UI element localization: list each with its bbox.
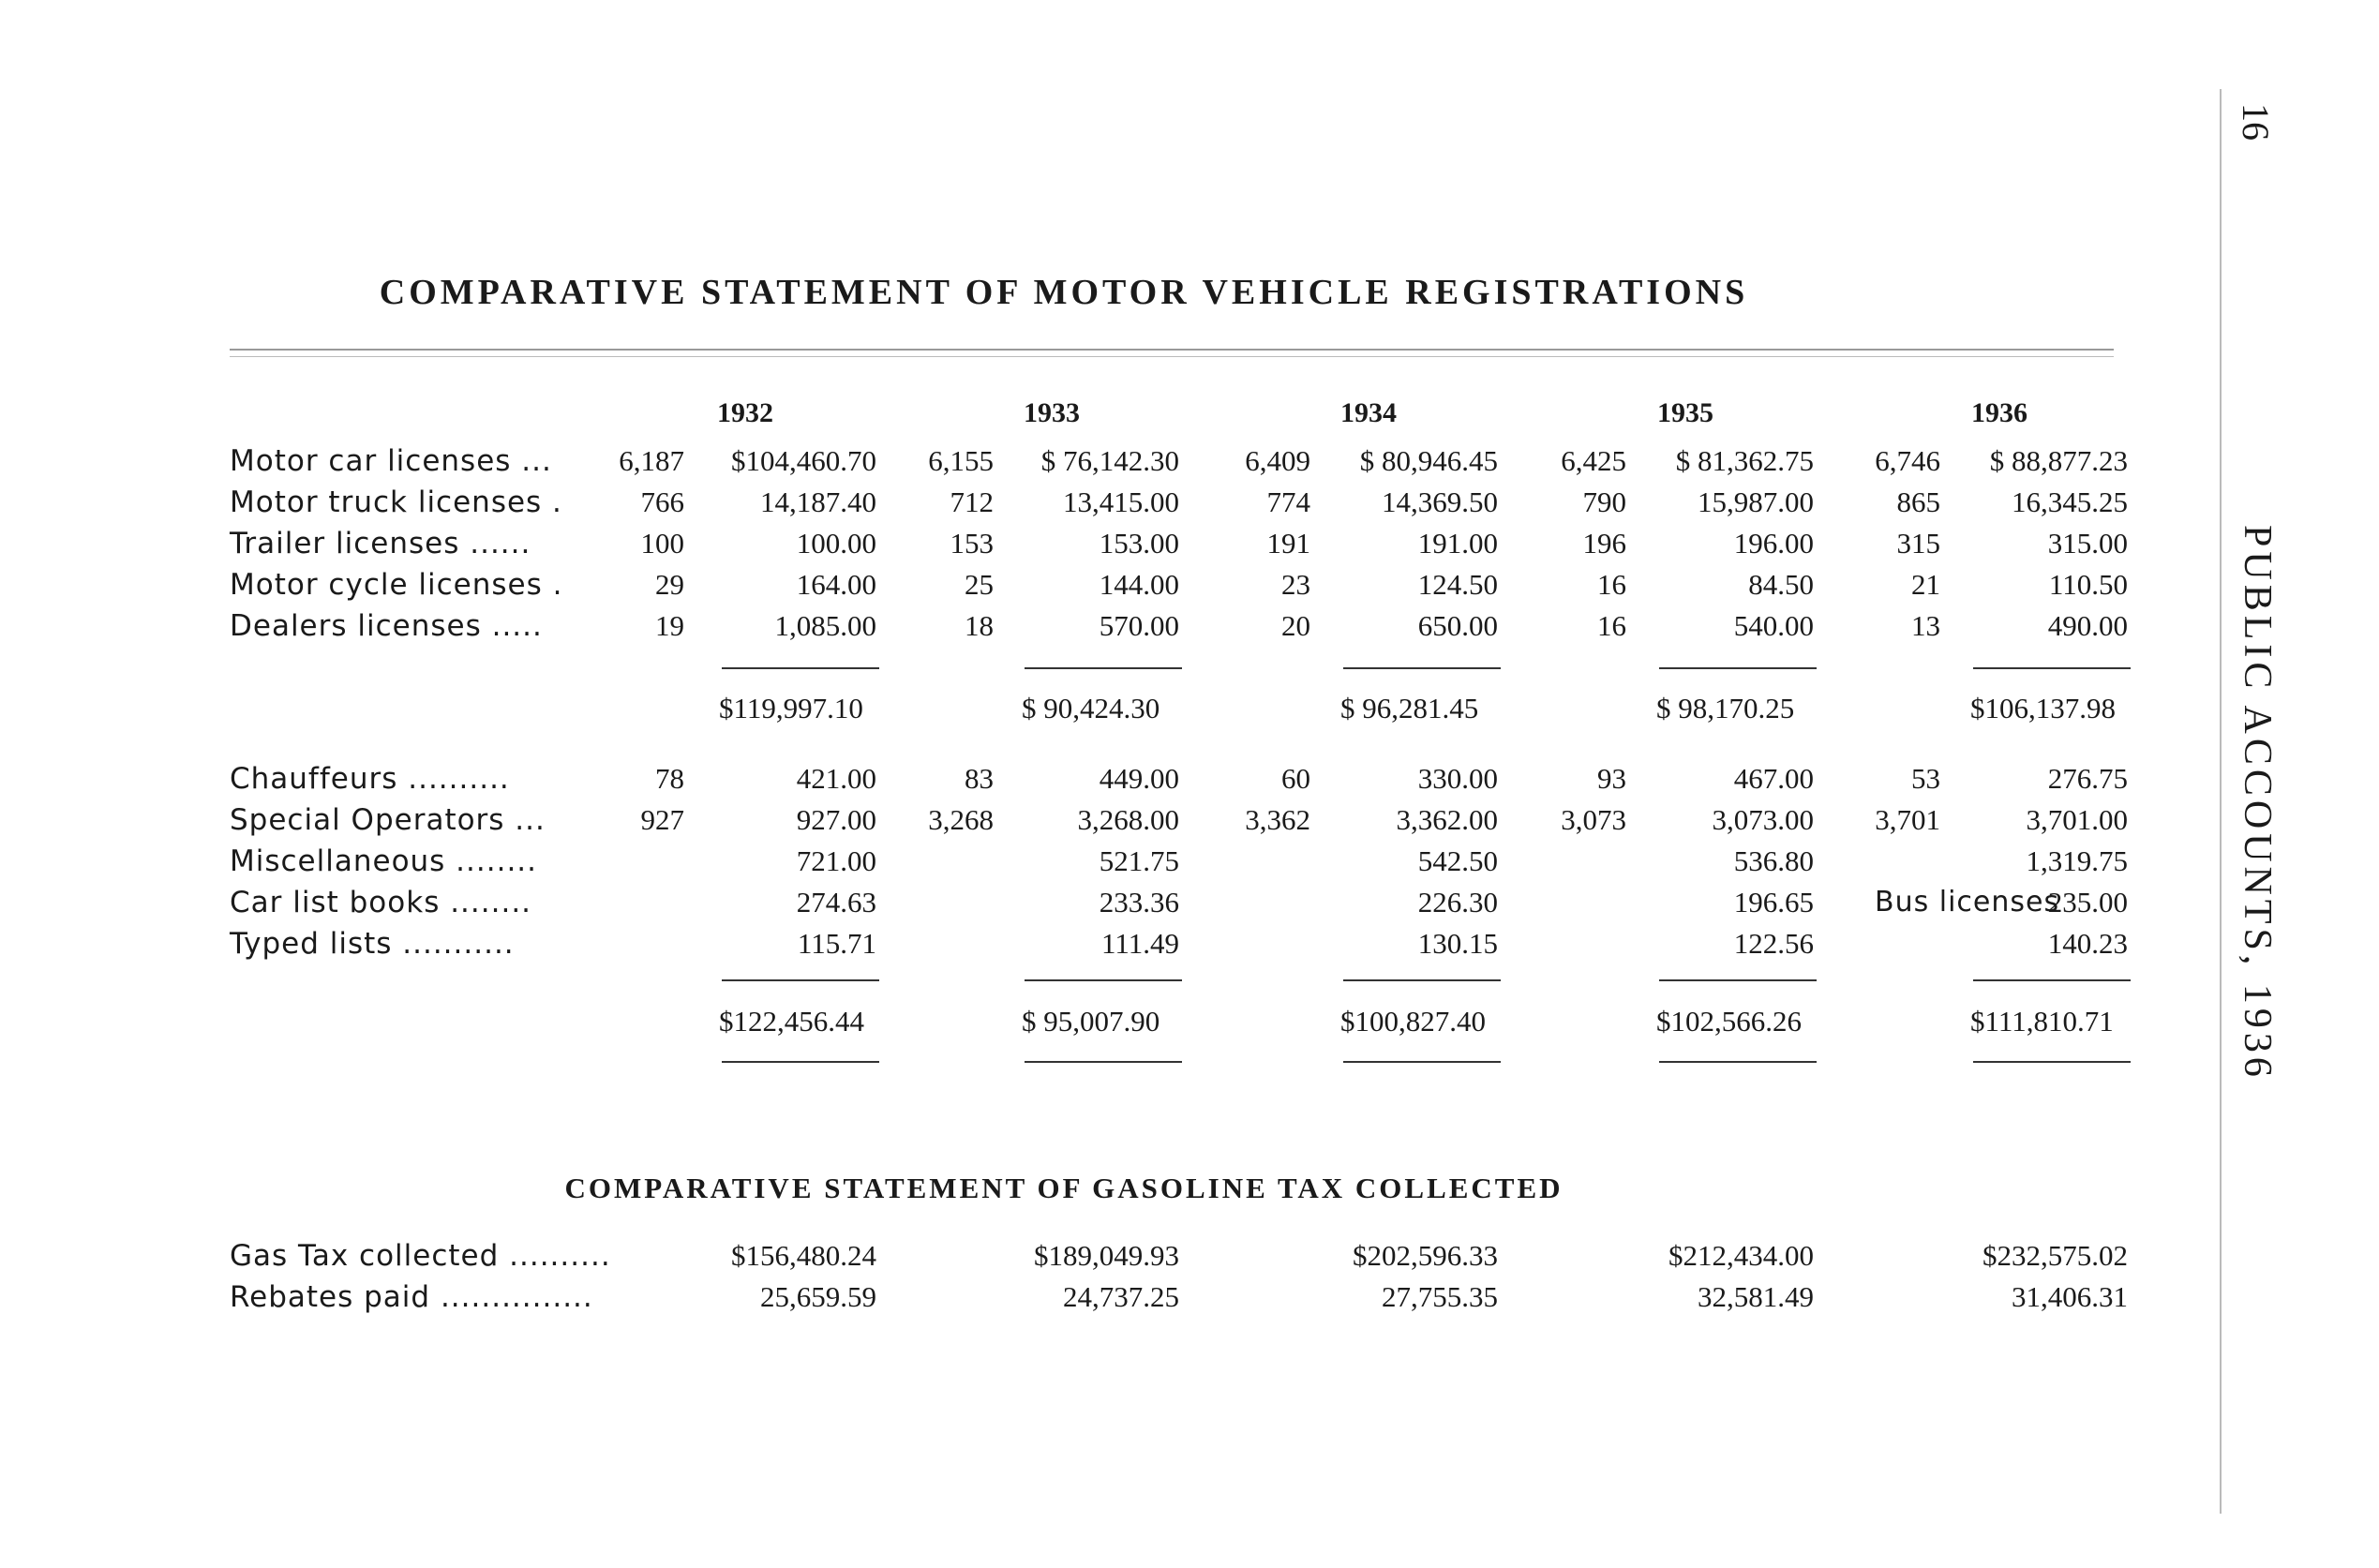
amount-cell: 110.50	[2048, 568, 2128, 601]
sum-rule	[722, 979, 879, 981]
sum-rule	[1973, 979, 2131, 981]
gas-value-cell: 32,581.49	[1698, 1280, 1814, 1313]
amount-cell: 421.00	[796, 762, 876, 795]
sum-rule	[1659, 979, 1817, 981]
count-cell: 3,362	[1245, 803, 1310, 836]
amount-cell: 196.65	[1733, 886, 1814, 918]
count-cell: 29	[655, 568, 684, 601]
count-cell: 16	[1597, 609, 1626, 642]
amount-cell: 3,073.00	[1712, 803, 1814, 836]
amount-cell: 3,362.00	[1396, 803, 1498, 836]
amount-cell: 124.50	[1417, 568, 1498, 601]
count-cell: 315	[1896, 527, 1940, 560]
count-cell: 865	[1896, 485, 1940, 518]
amount-cell: 196.00	[1733, 527, 1814, 560]
subtotal-cell: $ 90,424.30	[1022, 692, 1160, 724]
amount-cell: 570.00	[1099, 609, 1179, 642]
subtotal-cell: $ 98,170.25	[1656, 692, 1795, 724]
amount-cell: 235.00	[2047, 886, 2128, 918]
gas-value-cell: $232,575.02	[1982, 1239, 2128, 1272]
row-label: Chauffeurs ..........	[230, 762, 510, 796]
row-label: Car list books ........	[230, 886, 532, 919]
gas-value-cell: 25,659.59	[760, 1280, 876, 1313]
count-cell: 13	[1911, 609, 1940, 642]
amount-cell: 191.00	[1417, 527, 1498, 560]
amount-cell: $ 76,142.30	[1040, 444, 1179, 477]
row-label: Miscellaneous ........	[230, 844, 538, 878]
amount-cell: 115.71	[797, 927, 876, 960]
count-cell: 153	[950, 527, 994, 560]
count-cell: 790	[1582, 485, 1626, 518]
amount-cell: 14,187.40	[760, 485, 876, 518]
sum-rule	[1025, 979, 1182, 981]
amount-cell: 449.00	[1099, 762, 1179, 795]
count-cell: 3,073	[1561, 803, 1626, 836]
amount-cell: 130.15	[1417, 927, 1498, 960]
amount-cell: 1,085.00	[774, 609, 876, 642]
gas-value-cell: $156,480.24	[731, 1239, 876, 1272]
amount-cell: 16,345.25	[2012, 485, 2128, 518]
count-cell: 93	[1597, 762, 1626, 795]
total-rule	[1343, 1061, 1501, 1063]
count-cell: 78	[655, 762, 684, 795]
amount-cell: 490.00	[2047, 609, 2128, 642]
count-cell: 3,701	[1875, 803, 1940, 836]
amount-cell: 233.36	[1099, 886, 1179, 918]
count-cell: 23	[1281, 568, 1310, 601]
total-rule	[722, 1061, 879, 1063]
count-cell: 53	[1911, 762, 1940, 795]
amount-cell: 274.63	[796, 886, 876, 918]
sum-rule	[1343, 979, 1501, 981]
page-number: 16	[2235, 103, 2277, 141]
count-cell: 196	[1582, 527, 1626, 560]
total-cell: $111,810.71	[1970, 1005, 2114, 1038]
count-cell: 21	[1911, 568, 1940, 601]
row-label: Dealers licenses .....	[230, 609, 543, 643]
row-label: Motor cycle licenses .	[230, 568, 563, 602]
amount-cell: 226.30	[1417, 886, 1498, 918]
amount-cell: 315.00	[2047, 527, 2128, 560]
subtotal-cell: $119,997.10	[719, 692, 863, 724]
year-header: 1934	[1340, 397, 1397, 428]
margin-rule	[2220, 89, 2222, 1514]
subtotal-cell: $106,137.98	[1970, 692, 2116, 724]
total-cell: $ 95,007.90	[1022, 1005, 1160, 1038]
amount-cell: 276.75	[2047, 762, 2128, 795]
count-cell: Bus licenses	[1875, 886, 2060, 918]
count-cell: 6,746	[1875, 444, 1940, 477]
amount-cell: $ 81,362.75	[1675, 444, 1814, 477]
amount-cell: 153.00	[1099, 527, 1179, 560]
amount-cell: 100.00	[796, 527, 876, 560]
year-header: 1933	[1024, 397, 1080, 428]
running-head: PUBLIC ACCOUNTS, 1936	[2236, 525, 2279, 1082]
gas-value-cell: $212,434.00	[1668, 1239, 1814, 1272]
count-cell: 3,268	[928, 803, 994, 836]
amount-cell: 721.00	[796, 844, 876, 877]
row-label: Motor car licenses ...	[230, 444, 552, 478]
total-cell: $122,456.44	[719, 1005, 864, 1038]
amount-cell: 140.23	[2047, 927, 2128, 960]
count-cell: 6,187	[619, 444, 684, 477]
gas-value-cell: $202,596.33	[1353, 1239, 1498, 1272]
amount-cell: 542.50	[1417, 844, 1498, 877]
count-cell: 766	[640, 485, 684, 518]
gas-value-cell: 27,755.35	[1382, 1280, 1498, 1313]
sum-rule	[1973, 667, 2131, 669]
total-cell: $102,566.26	[1656, 1005, 1802, 1038]
gas-row-label: Rebates paid ...............	[230, 1280, 593, 1314]
title-rule-top	[230, 349, 2114, 351]
count-cell: 774	[1266, 485, 1310, 518]
total-cell: $100,827.40	[1340, 1005, 1486, 1038]
count-cell: 16	[1597, 568, 1626, 601]
sum-rule	[1025, 667, 1182, 669]
row-label: Motor truck licenses .	[230, 485, 562, 519]
amount-cell: 3,268.00	[1077, 803, 1179, 836]
row-label: Trailer licenses ......	[230, 527, 531, 560]
count-cell: 712	[950, 485, 994, 518]
count-cell: 20	[1281, 609, 1310, 642]
row-label: Typed lists ...........	[230, 927, 515, 961]
count-cell: 83	[965, 762, 994, 795]
amount-cell: 84.50	[1748, 568, 1814, 601]
count-cell: 100	[640, 527, 684, 560]
subtotal-cell: $ 96,281.45	[1340, 692, 1479, 724]
amount-cell: 467.00	[1733, 762, 1814, 795]
amount-cell: 15,987.00	[1698, 485, 1814, 518]
total-rule	[1025, 1061, 1182, 1063]
amount-cell: 3,701.00	[2026, 803, 2128, 836]
year-header: 1932	[717, 397, 773, 428]
sum-rule	[722, 667, 879, 669]
count-cell: 6,409	[1245, 444, 1310, 477]
amount-cell: 927.00	[796, 803, 876, 836]
year-header: 1936	[1971, 397, 2027, 428]
amount-cell: 13,415.00	[1063, 485, 1179, 518]
count-cell: 19	[655, 609, 684, 642]
registrations-title: COMPARATIVE STATEMENT OF MOTOR VEHICLE REGISTRATIONS	[379, 273, 1749, 312]
count-cell: 6,425	[1561, 444, 1626, 477]
amount-cell: 122.56	[1733, 927, 1814, 960]
count-cell: 60	[1281, 762, 1310, 795]
count-cell: 191	[1266, 527, 1310, 560]
count-cell: 927	[640, 803, 684, 836]
amount-cell: 521.75	[1099, 844, 1179, 877]
amount-cell: $ 80,946.45	[1359, 444, 1498, 477]
row-label: Special Operators ...	[230, 803, 546, 837]
amount-cell: 1,319.75	[2026, 844, 2128, 877]
year-header: 1935	[1657, 397, 1713, 428]
gas-value-cell: $189,049.93	[1034, 1239, 1179, 1272]
sum-rule	[1659, 667, 1817, 669]
total-rule	[1973, 1061, 2131, 1063]
gas-value-cell: 24,737.25	[1063, 1280, 1179, 1313]
amount-cell: 164.00	[796, 568, 876, 601]
amount-cell: 650.00	[1417, 609, 1498, 642]
amount-cell: 144.00	[1099, 568, 1179, 601]
gas-value-cell: 31,406.31	[2012, 1280, 2128, 1313]
count-cell: 6,155	[928, 444, 994, 477]
count-cell: 25	[965, 568, 994, 601]
total-rule	[1659, 1061, 1817, 1063]
amount-cell: 540.00	[1733, 609, 1814, 642]
amount-cell: 330.00	[1417, 762, 1498, 795]
sum-rule	[1343, 667, 1501, 669]
gasoline-title: COMPARATIVE STATEMENT OF GASOLINE TAX COLLECTED	[564, 1172, 1564, 1204]
amount-cell: $104,460.70	[731, 444, 876, 477]
amount-cell: 111.49	[1101, 927, 1179, 960]
amount-cell: 14,369.50	[1382, 485, 1498, 518]
title-rule-bottom	[230, 356, 2114, 357]
count-cell: 18	[965, 609, 994, 642]
gas-row-label: Gas Tax collected ..........	[230, 1239, 611, 1273]
amount-cell: 536.80	[1733, 844, 1814, 877]
amount-cell: $ 88,877.23	[1989, 444, 2128, 477]
